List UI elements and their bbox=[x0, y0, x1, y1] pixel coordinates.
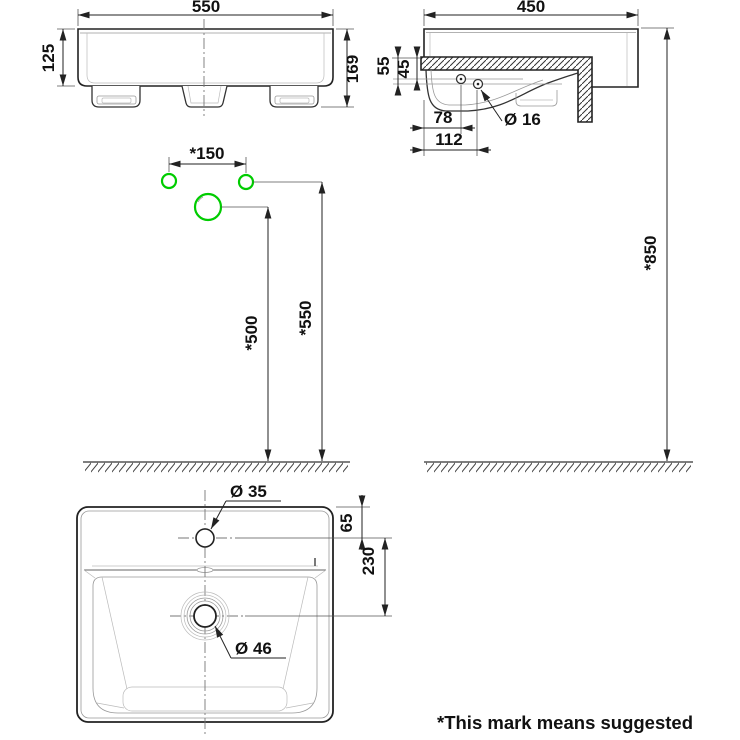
suggested-fixing-hole-right bbox=[239, 175, 253, 189]
dim-label-850: *850 bbox=[641, 235, 660, 271]
dim-label-hole-dia: Ø 16 bbox=[504, 110, 541, 129]
floor-line-right bbox=[424, 462, 693, 474]
dim-label-width: 550 bbox=[191, 0, 221, 16]
dim-label-drain: Ø 46 bbox=[235, 639, 272, 658]
dim-label-depth: 450 bbox=[516, 0, 546, 16]
dim-label-55: 55 bbox=[374, 56, 393, 76]
dim-label-65: 65 bbox=[337, 513, 356, 533]
top-view bbox=[77, 482, 392, 737]
tap-hole bbox=[196, 529, 214, 547]
installation-view bbox=[162, 144, 322, 461]
floor-hatching bbox=[426, 463, 691, 474]
drain-hole bbox=[194, 605, 216, 627]
floor-line-left bbox=[83, 462, 350, 474]
fixing-hole-1-center bbox=[460, 78, 463, 81]
suggested-drain-hole bbox=[195, 194, 221, 220]
dim-label-total-height: 169 bbox=[343, 54, 362, 84]
dim-label-45: 45 bbox=[394, 59, 413, 79]
dim-label-150: *150 bbox=[189, 144, 225, 163]
drain-boss bbox=[516, 90, 557, 106]
fixing-hole-2-center bbox=[477, 83, 480, 86]
basin-body-outline bbox=[78, 29, 333, 86]
front-view bbox=[39, 0, 362, 116]
dim-label-78: 78 bbox=[433, 108, 453, 127]
dim-label-230: 230 bbox=[359, 546, 378, 576]
suggested-fixing-hole-left bbox=[162, 174, 176, 188]
dim-label-tap-hole: Ø 35 bbox=[230, 482, 267, 501]
floor-hatching bbox=[85, 463, 348, 474]
dim-label-112: 112 bbox=[435, 130, 463, 149]
footnote-suggested-mark: *This mark means suggested bbox=[437, 712, 694, 733]
side-view bbox=[374, 0, 674, 461]
dim-label-body-height: 125 bbox=[39, 43, 58, 73]
dim-label-550-height: *550 bbox=[296, 300, 315, 336]
dim-label-500-height: *500 bbox=[242, 315, 261, 351]
